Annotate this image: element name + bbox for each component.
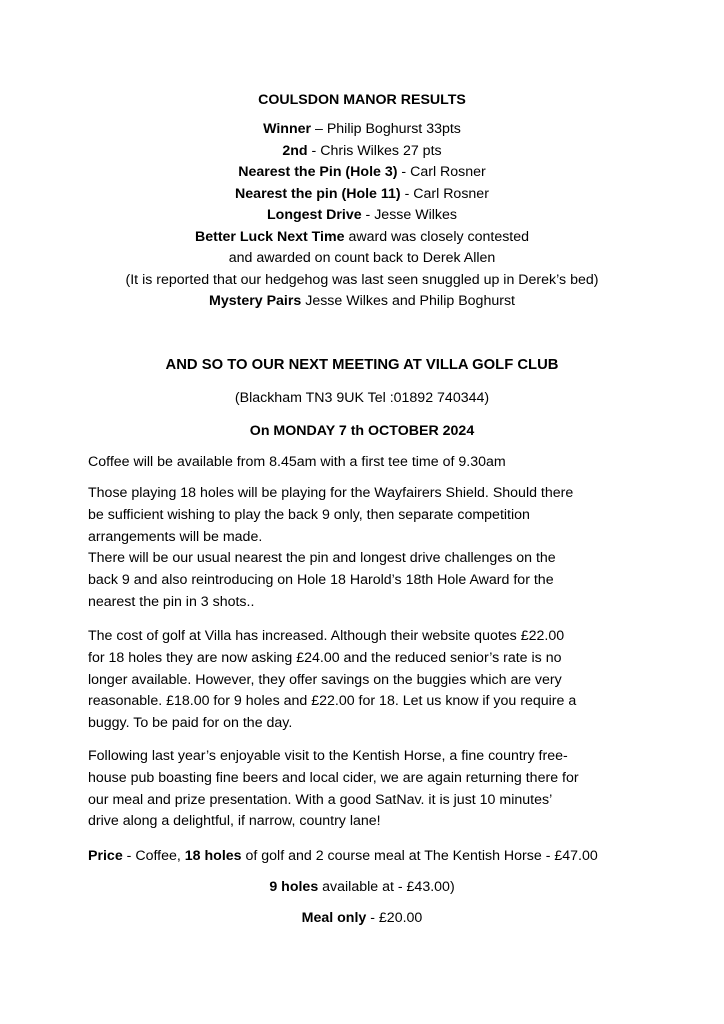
result-second: [40, 141, 684, 163]
result-text: - Chris Wilkes 27 pts: [307, 142, 442, 159]
nine-holes-text: available at - £43.00): [318, 879, 455, 895]
result-label: Nearest the pin (Hole 11): [235, 185, 401, 202]
price-label: Price: [88, 848, 123, 864]
paragraph-line: be sufficient wishing to play the back 9 only, then separate competition: [88, 506, 530, 523]
club-address: (Blackham TN3 9UK Tel :01892 740344): [234, 390, 490, 406]
result-text: - Carl Rosner: [397, 164, 486, 180]
result-winner: [40, 119, 684, 141]
paragraph-line: drive along a delightful, if narrow, country lane!: [88, 813, 381, 830]
coffee-paragraph: [88, 452, 648, 474]
result-count-back: [40, 248, 684, 270]
price-text: - Coffee,: [122, 848, 185, 864]
cost-paragraph: [88, 626, 648, 735]
result-better-luck: [40, 227, 684, 249]
paragraph-line: Following last year’s enjoyable visit to the Kentish Horse, a fine country free-: [88, 748, 568, 764]
paragraph-line: The cost of golf at Villa has increased. Although their website quotes £22.00: [88, 628, 565, 644]
result-nearest-pin-hole-3: [40, 162, 684, 184]
result-label: Nearest the Pin (Hole 3): [238, 164, 398, 180]
paragraph-line: for 18 holes they are now asking £24.00 and the reduced senior’s rate is no: [88, 649, 562, 666]
results-title: COULSDON MANOR RESULTS: [258, 92, 466, 108]
paragraph-line: our meal and prize presentation. With a good SatNav. it is just 10 minutes’: [88, 791, 553, 808]
result-longest-drive: [40, 205, 684, 227]
meal-only-text: - £20.00: [366, 910, 423, 926]
nine-holes-price: [20, 877, 704, 897]
paragraph-line: longer available. However, they offer savings on the buggies which are very: [88, 671, 562, 688]
price-holes-label: 18 holes: [184, 848, 242, 864]
result-text: – Philip Boghurst 33pts: [311, 121, 461, 137]
paragraph-line: house pub boasting fine beers and local cider, we are again returning there for: [88, 769, 579, 786]
result-label: 2nd: [282, 142, 308, 159]
result-label: Mystery Pairs: [209, 293, 302, 309]
result-label: Better Luck Next Time: [194, 228, 345, 245]
result-label: Winner: [263, 121, 312, 137]
paragraph-line: arrangements will be made.: [88, 528, 263, 545]
nine-holes-label: 9 holes: [269, 879, 319, 895]
result-text: - Carl Rosner: [400, 185, 489, 202]
result-label: Longest Drive: [267, 207, 362, 223]
paragraph-line: reasonable. £18.00 for 9 holes and £22.00 for 18. Let us know if you require a: [88, 693, 577, 710]
result-text: award was closely contested: [344, 228, 530, 245]
result-hedgehog-note: [40, 270, 684, 292]
paragraph-line: buggy. To be paid for on the day.: [88, 715, 293, 732]
result-text: Jesse Wilkes and Philip Boghurst: [301, 293, 515, 309]
meeting-date: On MONDAY 7 th OCTOBER 2024: [249, 423, 475, 439]
price-line: [88, 846, 648, 866]
meal-only-price: [20, 908, 704, 928]
paragraph-line: Those playing 18 holes will be playing for the Wayfairers Shield. Should there: [88, 485, 574, 501]
paragraph-line: Coffee will be available from 8.45am with a first tee time of 9.30am: [88, 454, 506, 470]
paragraph-line: There will be our usual nearest the pin and longest drive challenges on the: [88, 550, 556, 567]
result-mystery-pairs: [40, 291, 684, 313]
results-section: [40, 90, 684, 313]
paragraph-line: nearest the pin in 3 shots..: [88, 593, 255, 610]
price-text: of golf and 2 course meal at The Kentish Horse - £47.00: [241, 848, 598, 864]
result-nearest-pin-hole-11: [40, 184, 684, 206]
meal-only-label: Meal only: [301, 910, 367, 926]
holes-paragraph: [88, 483, 648, 614]
pub-paragraph: [88, 746, 648, 833]
result-text: and awarded on count back to Derek Allen: [228, 250, 496, 266]
next-meeting-title: AND SO TO OUR NEXT MEETING AT VILLA GOLF CLUB: [165, 357, 559, 373]
paragraph-line: back 9 and also reintroducing on Hole 18 Harold’s 18th Hole Award for the: [88, 572, 554, 589]
result-text: - Jesse Wilkes: [361, 207, 457, 223]
result-text: (It is reported that our hedgehog was last seen snuggled up in Derek’s bed): [125, 271, 599, 288]
